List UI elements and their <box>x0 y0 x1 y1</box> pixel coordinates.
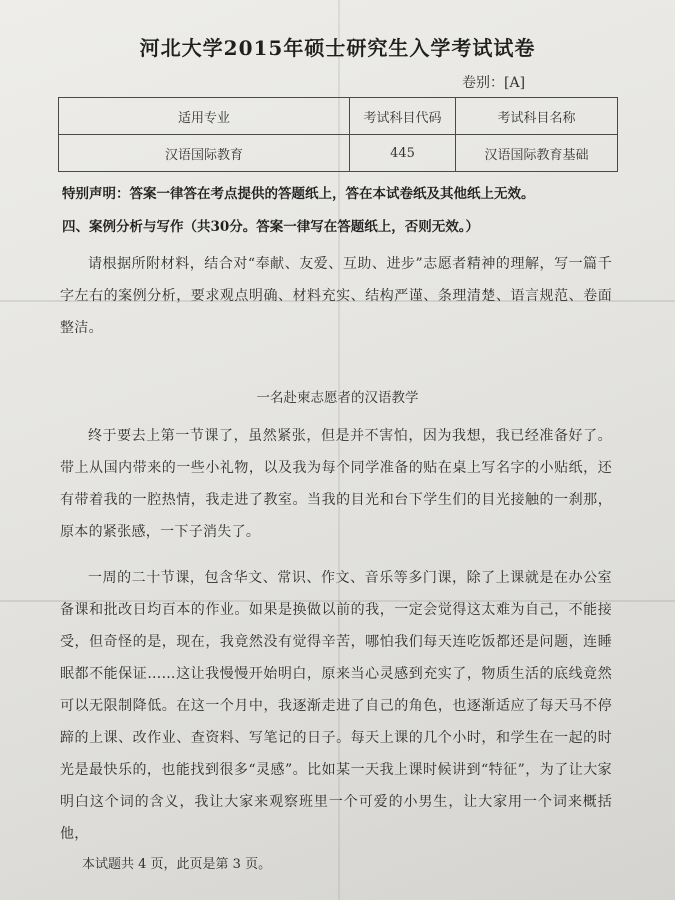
cell-major: 汉语国际教育 <box>59 135 350 172</box>
header-cell-subject-name: 考试科目名称 <box>456 98 618 135</box>
exam-info-table <box>58 97 618 172</box>
cell-subject-name: 汉语国际教育基础 <box>456 135 618 172</box>
header-cell-subject-code: 考试科目代码 <box>350 98 456 135</box>
instructions-paragraph: 请根据所附材料，结合对“奉献、友爱、互助、进步”志愿者精神的理解，写一篇千字左右的案例分析，要求观点明确、材料充实、结构严谨、条理清楚、语言规范、卷面整洁。 <box>60 256 612 336</box>
section-title: 四、案例分析与写作（共30分。答案一律写在答题纸上，否则无效。） <box>62 219 480 235</box>
essay-title: 一名赴柬志愿者的汉语教学 <box>256 390 419 406</box>
exam-title: 河北大学2015年硕士研究生入学考试试卷 <box>139 36 536 60</box>
essay-paragraph: 终于要去上第一节课了，虽然紧张，但是并不害怕，因为我想，我已经准备好了。带上从国内带来的一些小礼物，以及我为每个同学准备的贴在桌上写名字的小贴纸，还有带着我的一腔热情，我走进了教室。当我的目光和台下学生们的目光接触的一刹那，原本的紧张感，一下子消失了。 <box>60 428 612 540</box>
essay-paragraph: 一周的二十节课，包含华文、常识、作文、音乐等多门课，除了上课就是在办公室备课和批改日均百本的作业。如果是换做以前的我，一定会觉得这太难为自己，不能接受，但奇怪的是，现在，我竟然没有觉得辛苦，哪怕我们每天连吃饭都还是问题，连睡眠都不能保证……这让我慢慢开始明白，原来当心灵感到充实了，物质生活的底线竟然可以无限制降低。在这一个月中，我逐渐走进了自己的角色，也逐渐适应了每天马不停蹄的上课、改作业、查资料、写笔记的日子。每天上课的几个小时，和学生在一起的时光是最快乐的，也能找到很多“灵感”。比如某一天我上课时候讲到“特征”，为了让大家明白这个词的含义，我让大家来观察班里一个可爱的小男生，让大家用一个词来概括他， <box>60 570 612 842</box>
header-cell-major: 适用专业 <box>59 98 350 135</box>
table-header-row <box>59 98 618 135</box>
table-row <box>59 135 618 172</box>
paper-type-label: 卷别：[A] <box>462 75 526 91</box>
special-notice: 特别声明：答案一律答在考点提供的答题纸上，答在本试卷纸及其他纸上无效。 <box>62 186 535 202</box>
cell-subject-code: 445 <box>350 135 456 172</box>
page-footer: 本试题共 4 页，此页是第 3 页。 <box>82 857 272 872</box>
